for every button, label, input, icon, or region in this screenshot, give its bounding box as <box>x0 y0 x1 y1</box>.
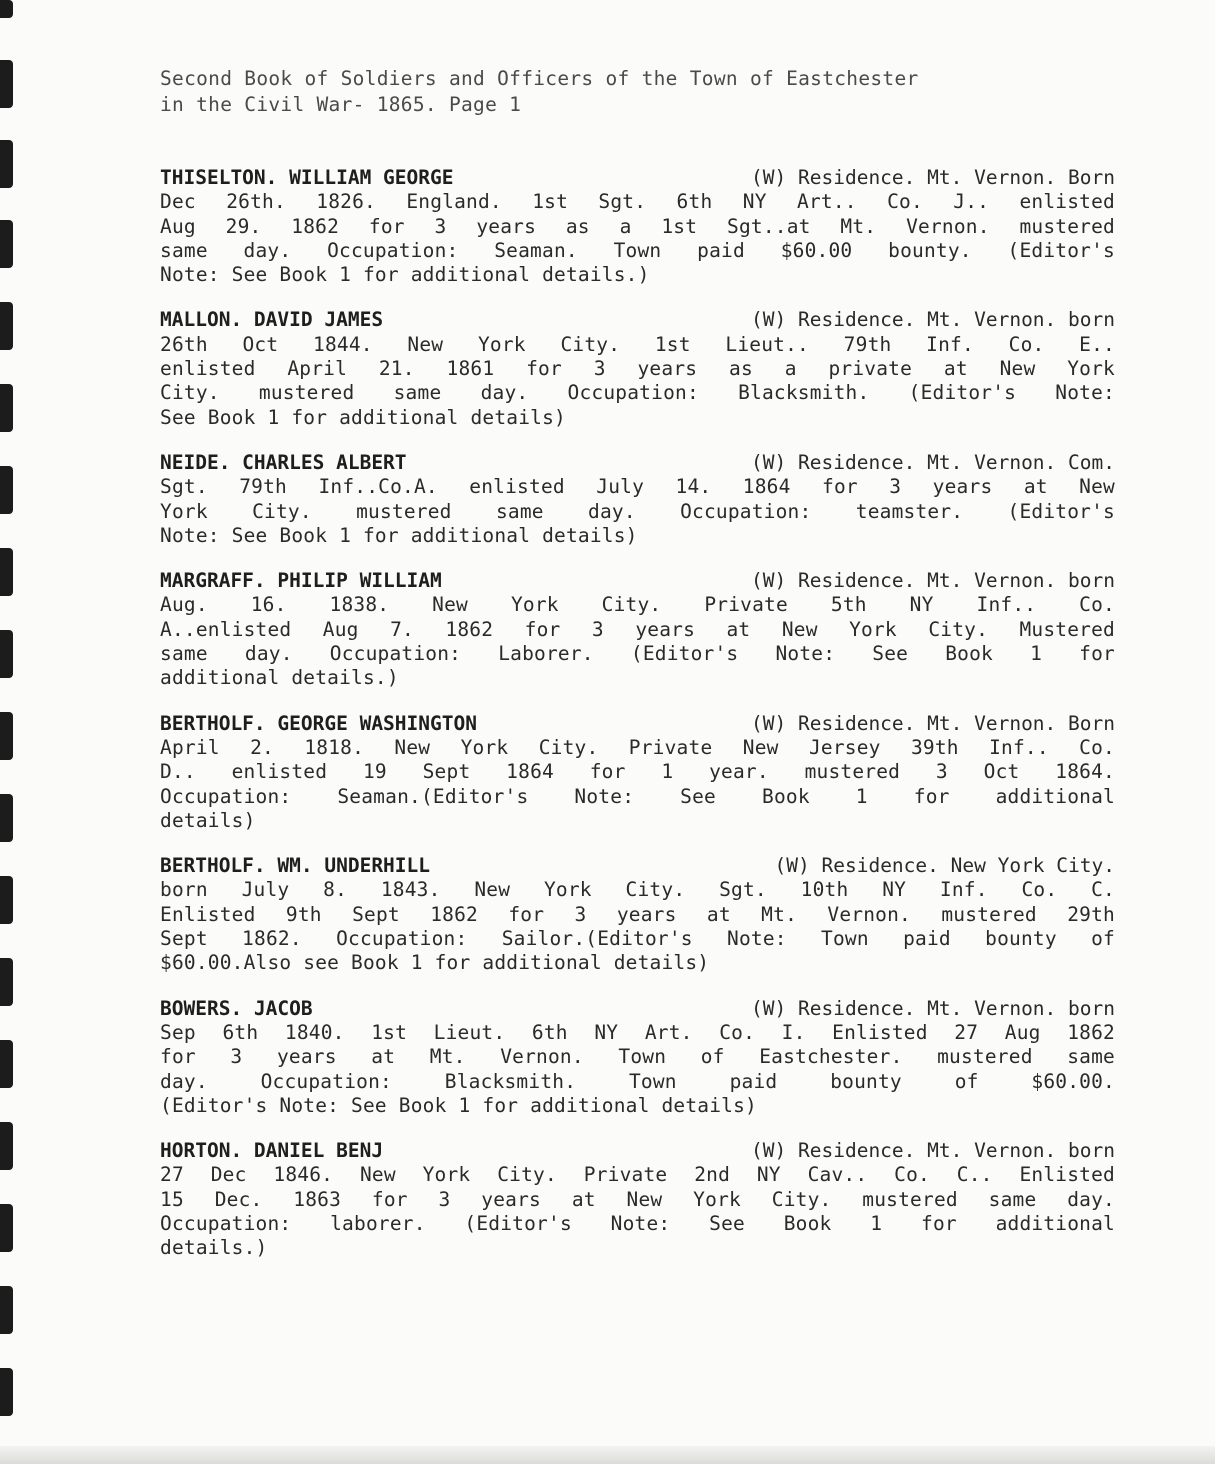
soldier-name: THISELTON. WILLIAM GEORGE <box>160 166 454 189</box>
entry-text-line: Sep 6th 1840. 1st Lieut. 6th NY Art. Co. I. Enlisted 27 Aug 1862 <box>160 1020 1115 1044</box>
binding-hole <box>0 0 13 18</box>
binding-hole <box>0 1204 13 1252</box>
soldier-name: BOWERS. JACOB <box>160 996 313 1020</box>
page-bottom-edge <box>0 1446 1215 1464</box>
entry-residence: (W) Residence. Mt. Vernon. born <box>751 996 1115 1020</box>
entry-first-line <box>160 997 1115 1021</box>
entry-text-line: See Book 1 for additional details) <box>160 405 566 429</box>
entry-first-line <box>160 451 1115 475</box>
soldier-name: BERTHOLF. WM. UNDERHILL <box>160 854 431 878</box>
binding-hole <box>0 1122 13 1170</box>
page-header <box>160 66 1115 118</box>
entry-text-line: same day. Occupation: Laborer. (Editor's Note: See Book 1 for <box>160 642 1115 666</box>
entry-text-line: Note: See Book 1 for additional details) <box>160 523 638 547</box>
binding-hole <box>0 712 13 760</box>
binding-hole <box>0 876 13 924</box>
entry-text-line: 27 Dec 1846. New York City. Private 2nd NY Cav.. Co. C.. Enlisted <box>160 1163 1115 1187</box>
entry-text-line: details.) <box>160 1236 268 1260</box>
binding-hole <box>0 384 13 432</box>
soldier-entries <box>160 166 1115 1261</box>
entry-residence: (W) Residence. Mt. Vernon. Born <box>751 711 1115 735</box>
binding-hole <box>0 302 13 350</box>
entry-text-line: 26th Oct 1844. New York City. 1st Lieut.. 79th Inf. Co. E.. <box>160 332 1115 356</box>
soldier-entry <box>160 308 1115 429</box>
entry-first-line <box>160 569 1115 593</box>
soldier-name: MALLON. DAVID JAMES <box>160 308 384 332</box>
binding-hole <box>0 794 13 842</box>
soldier-entry <box>160 166 1115 287</box>
entry-text-line: born July 8. 1843. New York City. Sgt. 10th NY Inf. Co. C. <box>160 878 1115 902</box>
entry-text-line: A..enlisted Aug 7. 1862 for 3 years at New York City. Mustered <box>160 617 1115 641</box>
binding-hole <box>0 466 13 514</box>
binding-hole <box>0 548 13 596</box>
entry-text-line: D.. enlisted 19 Sept 1864 for 1 year. mustered 3 Oct 1864. <box>160 760 1115 784</box>
soldier-name: HORTON. DANIEL BENJ <box>160 1139 384 1163</box>
entry-residence: (W) Residence. New York City. <box>774 854 1115 878</box>
entry-text-line: day. Occupation: Blacksmith. Town paid bounty of $60.00. <box>160 1069 1115 1093</box>
entry-residence: (W) Residence. Mt. Vernon. Born <box>751 166 1115 189</box>
entry-text-line: Occupation: Seaman.(Editor's Note: See Book 1 for additional <box>160 784 1115 808</box>
entry-text-line: Dec 26th. 1826. England. 1st Sgt. 6th NY Art.. Co. J.. enlisted <box>160 190 1115 214</box>
entry-first-line <box>160 166 1115 190</box>
entry-text-line: April 2. 1818. New York City. Private New Jersey 39th Inf.. Co. <box>160 735 1115 759</box>
entry-text-line: additional details.) <box>160 666 399 690</box>
binding-hole <box>0 60 13 108</box>
entry-residence: (W) Residence. Mt. Vernon. born <box>751 569 1115 593</box>
soldier-name: BERTHOLF. GEORGE WASHINGTON <box>160 711 477 735</box>
entry-text-line: Sgt. 79th Inf..Co.A. enlisted July 14. 1864 for 3 years at New <box>160 475 1115 499</box>
soldier-entry <box>160 712 1115 833</box>
entry-first-line <box>160 854 1115 878</box>
soldier-entry <box>160 451 1115 548</box>
entry-text-line: same day. Occupation: Seaman. Town paid $60.00 bounty. (Editor's <box>160 238 1115 262</box>
spiral-binding <box>0 0 16 1464</box>
soldier-entry <box>160 569 1115 690</box>
entry-text-line: $60.00.Also see Book 1 for additional details) <box>160 951 710 975</box>
entry-first-line <box>160 308 1115 332</box>
header-line-1: Second Book of Soldiers and Officers of the Town of Eastchester <box>160 67 919 90</box>
binding-hole <box>0 1040 13 1088</box>
entry-first-line <box>160 712 1115 736</box>
entry-residence: (W) Residence. Mt. Vernon. born <box>751 1139 1115 1163</box>
entry-text-line: Sept 1862. Occupation: Sailor.(Editor's Note: Town paid bounty of <box>160 927 1115 951</box>
entry-text-line: enlisted April 21. 1861 for 3 years as a private at New York <box>160 357 1115 381</box>
entry-text-line: Aug. 16. 1838. New York City. Private 5th NY Inf.. Co. <box>160 593 1115 617</box>
soldier-entry <box>160 1139 1115 1260</box>
binding-hole <box>0 1286 13 1334</box>
header-line-2: in the Civil War- 1865. Page 1 <box>160 93 522 116</box>
binding-hole <box>0 958 13 1006</box>
entry-text-line: Enlisted 9th Sept 1862 for 3 years at Mt. Vernon. mustered 29th <box>160 902 1115 926</box>
binding-hole <box>0 630 13 678</box>
soldier-name: MARGRAFF. PHILIP WILLIAM <box>160 569 442 593</box>
entry-text-line: City. mustered same day. Occupation: Blacksmith. (Editor's Note: <box>160 381 1115 405</box>
binding-hole <box>0 140 13 188</box>
soldier-entry <box>160 854 1115 975</box>
entry-first-line <box>160 1139 1115 1163</box>
entry-text-line: 15 Dec. 1863 for 3 years at New York City. mustered same day. <box>160 1187 1115 1211</box>
binding-hole <box>0 1368 13 1416</box>
document-page <box>160 66 1115 1282</box>
entry-text-line: Note: See Book 1 for additional details.) <box>160 263 650 287</box>
entry-text-line: Aug 29. 1862 for 3 years as a 1st Sgt..at Mt. Vernon. mustered <box>160 214 1115 238</box>
soldier-entry <box>160 997 1115 1118</box>
entry-text-line: Occupation: laborer. (Editor's Note: See Book 1 for additional <box>160 1211 1115 1235</box>
soldier-name: NEIDE. CHARLES ALBERT <box>160 450 407 474</box>
entry-text-line: York City. mustered same day. Occupation: teamster. (Editor's <box>160 499 1115 523</box>
entry-residence: (W) Residence. Mt. Vernon. Com. <box>751 450 1115 474</box>
binding-hole <box>0 220 13 268</box>
entry-text-line: details) <box>160 808 256 832</box>
entry-text-line: (Editor's Note: See Book 1 for additional details) <box>160 1093 757 1117</box>
entry-text-line: for 3 years at Mt. Vernon. Town of Eastchester. mustered same <box>160 1045 1115 1069</box>
entry-residence: (W) Residence. Mt. Vernon. born <box>751 308 1115 332</box>
